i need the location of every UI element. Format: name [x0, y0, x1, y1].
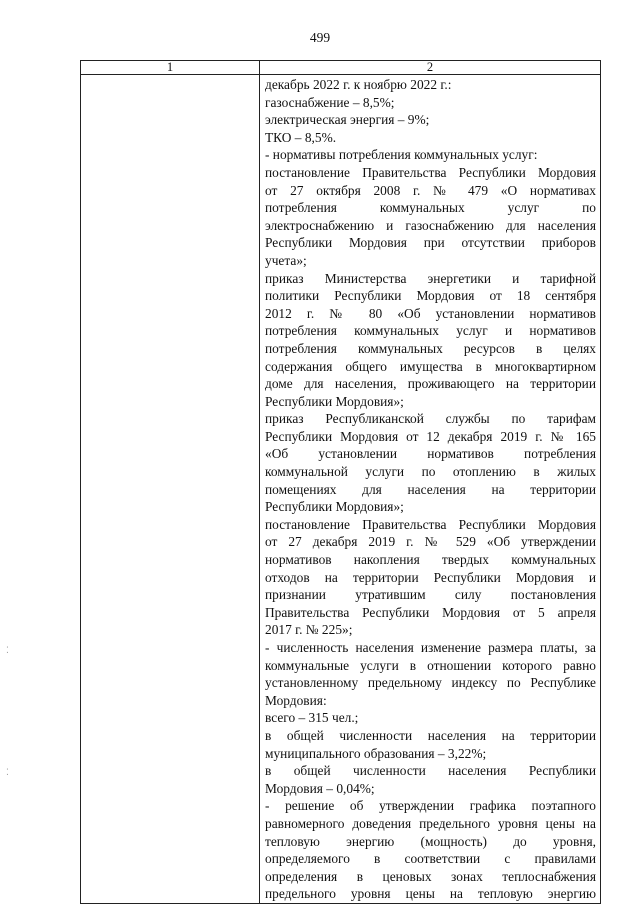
- text-line: предельного уровня цены на тепловую энергию: [265, 886, 596, 902]
- text-block: [265, 76, 596, 903]
- text-line: помещениях для населения на территории: [265, 481, 596, 497]
- text-line: приказ Министерства энергетики и тарифной: [265, 270, 596, 286]
- table-row: [81, 75, 601, 904]
- scan-artifact: ⁚: [6, 768, 9, 778]
- text-line: потребления коммунальных услуг по: [265, 200, 596, 216]
- text-line: доме для населения, проживающего на территории: [265, 376, 596, 392]
- text-line: Мордовия:: [265, 692, 327, 708]
- page-number: 499: [309, 30, 331, 45]
- text-line: - решение об утверждении графика поэтапного: [265, 798, 596, 814]
- text-line: политики Республики Мордовия от 18 сентября: [265, 288, 596, 304]
- text-line: определяемого в соответствии с правилами: [265, 851, 596, 867]
- table-header-row: [81, 61, 601, 75]
- column-header-2: 2: [260, 61, 601, 75]
- text-line: Республики Мордовия при отсутствии приборов: [265, 235, 596, 251]
- text-line: признании утратившим силу постановления: [265, 587, 596, 603]
- text-line: от 27 октября 2008 г. № 479 «О нормативах: [265, 182, 596, 198]
- text-line: в общей численности населения Республики: [265, 763, 596, 779]
- text-line: коммунальной услуги по отоплению в жилых: [265, 464, 596, 480]
- text-line: потребления коммунальных ресурсов в целях: [265, 340, 596, 356]
- text-line: ТКО – 8,5%.: [265, 129, 337, 145]
- text-line: - численность населения изменение размера платы, за: [265, 640, 596, 655]
- text-line: муниципального образования – 3,22%;: [265, 745, 487, 761]
- text-line: Правительства Республики Мордовия от 5 апреля: [265, 604, 596, 620]
- text-line: всего – 315 чел.;: [265, 710, 359, 726]
- text-line: Республики Мордовия»;: [265, 499, 404, 515]
- text-line: отходов на территории Республики Мордовия и: [265, 569, 596, 585]
- text-line: 2017 г. № 225»;: [265, 622, 353, 638]
- text-line: «Об установлении нормативов потребления: [265, 446, 596, 462]
- text-line: газоснабжение – 8,5%;: [265, 94, 395, 110]
- second-column-cell: [260, 75, 601, 904]
- text-line: постановление Правительства Республики Мордовия: [265, 516, 596, 532]
- text-line: Республики Мордовия от 12 декабря 2019 г. № 165: [265, 428, 596, 444]
- text-line: Республики Мордовия»;: [265, 393, 404, 409]
- text-line: тепловую энергию (мощность) до уровня,: [265, 833, 596, 849]
- text-line: определения в ценовых зонах теплоснабжения: [265, 868, 596, 884]
- text-line: - нормативы потребления коммунальных услуг:: [265, 147, 538, 163]
- text-line: постановление Правительства Республики Мордовия: [265, 164, 596, 180]
- column-header-1: 1: [81, 61, 260, 75]
- text-line: приказ Республиканской службы по тарифам: [265, 411, 596, 427]
- text-line: потребления коммунальных услуг и нормативов: [265, 323, 596, 339]
- text-line: 2012 г. № 80 «Об установлении нормативов: [265, 305, 596, 321]
- text-line: в общей численности населения на территории: [265, 727, 596, 743]
- text-line: электрическая энергия – 9%;: [265, 112, 430, 128]
- text-line: коммунальные услуги в отношении которого равно: [265, 657, 596, 673]
- document-table: [80, 60, 601, 904]
- text-line: Мордовия – 0,04%;: [265, 780, 375, 796]
- text-line: декабрь 2022 г. к ноябрю 2022 г.:: [265, 77, 452, 92]
- text-line: учета»;: [265, 252, 307, 268]
- text-line: нормативов накопления твердых коммунальных: [265, 552, 596, 568]
- text-line: электроснабжению и газоснабжению для населения: [265, 217, 596, 233]
- text-line: установленному предельному индексу по Республике: [265, 675, 596, 691]
- first-column-cell: [81, 75, 260, 904]
- text-line: от 27 декабря 2019 г. № 529 «Об утверждении: [265, 534, 596, 550]
- text-line: равномерного доведения предельного уровня цены на: [265, 815, 596, 831]
- text-line: содержания общего имущества в многоквартирном: [265, 358, 596, 374]
- scan-artifact: ⁚: [6, 646, 9, 656]
